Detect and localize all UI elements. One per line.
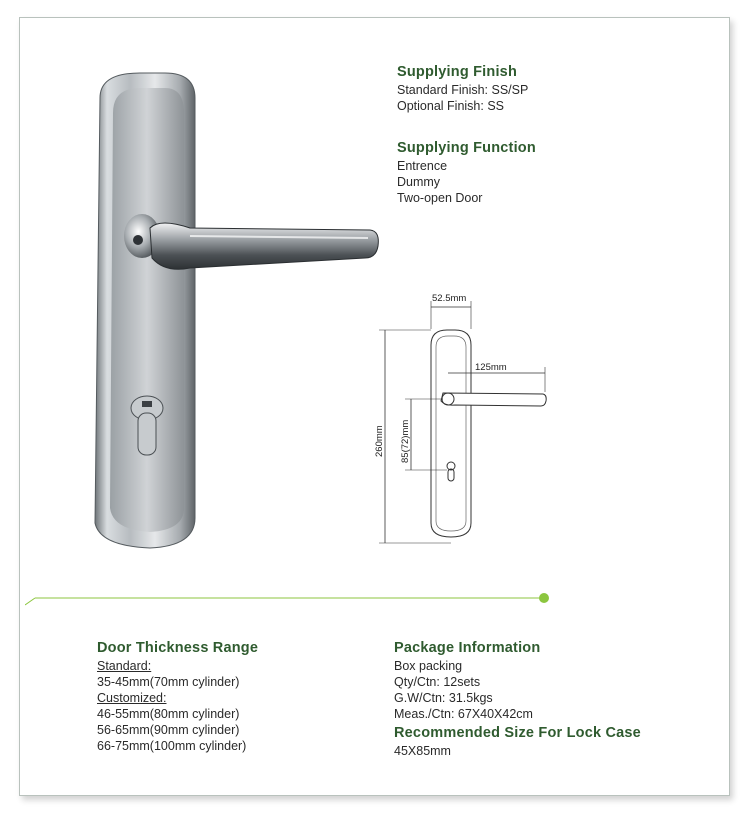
height-dimension-label: 260mm (374, 425, 385, 457)
lock-case-value: 45X85mm (394, 744, 451, 758)
handle-length-label: 125mm (475, 362, 507, 373)
customized-line: 66-75mm(100mm cylinder) (97, 739, 247, 753)
function-line: Dummy (397, 175, 441, 189)
handle-product-photo (80, 68, 390, 568)
package-line: Qty/Ctn: 12sets (394, 675, 481, 689)
finish-line: Optional Finish: SS (397, 99, 504, 113)
divider-dot (539, 593, 549, 603)
supplying-function-title: Supplying Function (397, 140, 536, 156)
supplying-finish-section (397, 63, 528, 114)
package-line: G.W/Ctn: 31.5kgs (394, 691, 493, 705)
customized-label: Customized: (97, 691, 167, 705)
center-distance-label: 85(72)mm (400, 419, 411, 463)
lock-case-block (394, 724, 641, 759)
customized-line: 56-65mm(90mm cylinder) (97, 723, 240, 737)
supplying-function-section (397, 139, 536, 206)
finish-line: Standard Finish: SS/SP (397, 83, 529, 97)
lock-case-title: Recommended Size For Lock Case (394, 725, 641, 741)
package-line: Meas./Ctn: 67X40X42cm (394, 707, 533, 721)
door-thickness-section (97, 639, 258, 754)
section-divider (25, 592, 555, 606)
customized-line: 46-55mm(80mm cylinder) (97, 707, 240, 721)
door-thickness-title: Door Thickness Range (97, 640, 259, 656)
package-information-section (394, 639, 641, 759)
supplying-finish-title: Supplying Finish (397, 64, 517, 80)
standard-label: Standard: (97, 659, 152, 673)
function-line: Two-open Door (397, 191, 483, 205)
package-line: Box packing (394, 659, 463, 673)
standard-line: 35-45mm(70mm cylinder) (97, 675, 240, 689)
package-information-title: Package Information (394, 640, 541, 656)
width-dimension-label: 52.5mm (432, 293, 467, 304)
dimension-drawing (355, 285, 555, 550)
function-line: Entrence (397, 159, 448, 173)
